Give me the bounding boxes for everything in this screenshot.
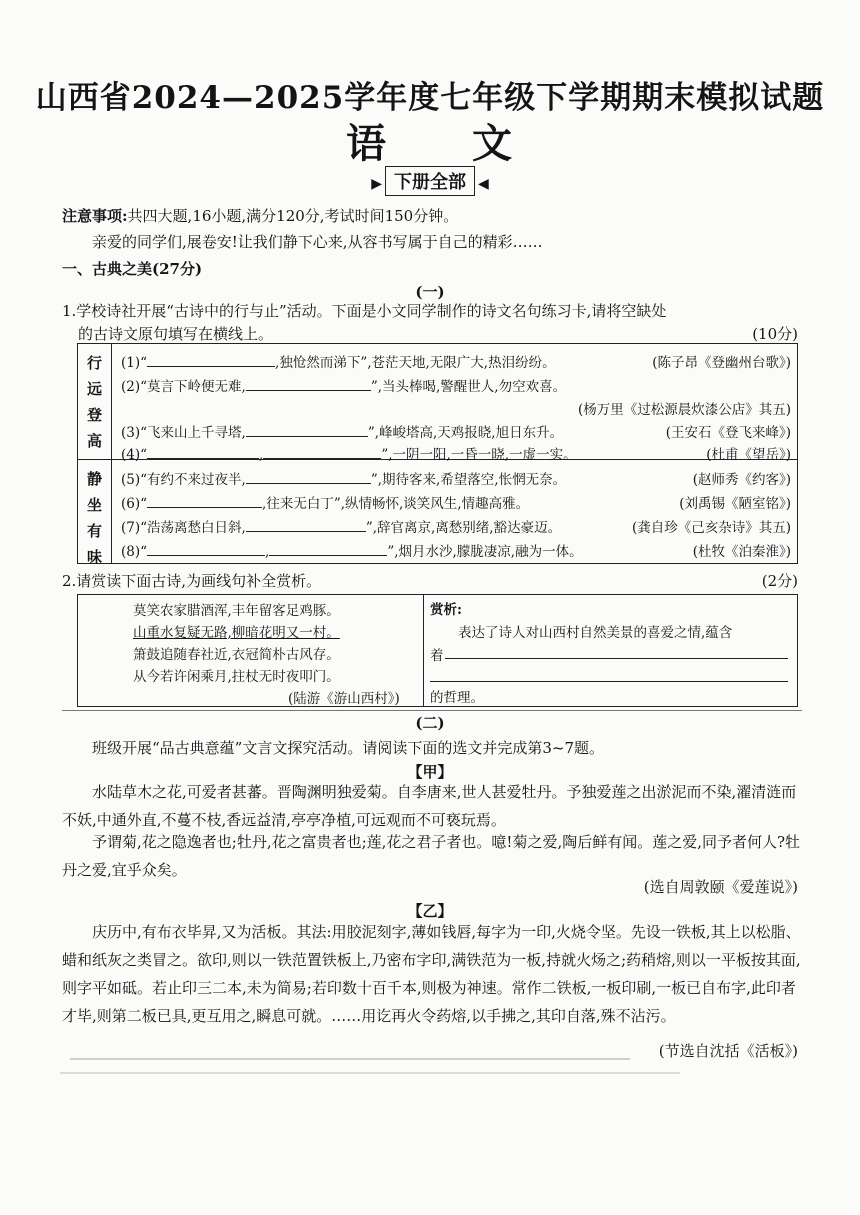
divider xyxy=(62,710,802,711)
row-prefix: (2)“莫言下岭便无难, xyxy=(121,379,246,395)
category-char: 高 xyxy=(86,432,102,450)
q1-text-line1: 1.学校诗社开展“古诗中的行与止”活动。下面是小文同学制作的诗文名句练习卡,请将空缺处 xyxy=(62,302,667,320)
answer-line[interactable] xyxy=(445,658,788,659)
row-prefix: (6)“ xyxy=(121,496,148,512)
row-source: (杜牧《泊秦淮》) xyxy=(692,544,791,560)
answer-blank[interactable] xyxy=(147,353,275,367)
fill-row-2 xyxy=(121,375,791,395)
fill-row-4: (4)“ , ”,一阴一阳,一昏一晓,一虚一实。 (杜甫《望岳》) xyxy=(121,443,791,463)
row-source: (刘禹锡《陋室铭》) xyxy=(679,496,791,512)
poem-line: 箫鼓追随春社近,衣冠简朴古风存。 xyxy=(133,647,340,663)
exam-title: 山西省2024—2025学年度七年级下学期期末模拟试题 xyxy=(35,80,825,116)
divider xyxy=(423,595,424,706)
part1-label: (一) xyxy=(415,283,445,301)
triangle-right-icon: ▶ xyxy=(371,176,382,192)
row-suffix: ”,峰峻塔高,天鸡报晓,旭日东升。 xyxy=(367,425,564,441)
yi-paragraph: 庆历中,有布衣毕昇,又为活板。其法:用胶泥刻字,薄如钱唇,每字为一印,火烧令坚。先设一铁板,其上以松脂、蜡和纸灰之类冒之。欲印,则以一铁范置铁板上,乃密布字印,满铁范为一板,持就火炀之;药稍熔,则以一平板按其面,则字平如砥。若止印三二本,未为简易;若印数十百千本,则极为神速。常作二铁板,一板印刷,一板已自布字,此印者才毕,则第二板已具,更互用之,瞬息可就。……用讫再火令药熔,以手拂之,其印自落,殊不沾污。 xyxy=(62,923,801,1025)
subject-title: 语 文 xyxy=(346,120,514,167)
bleed-through-mark xyxy=(70,1058,630,1060)
yi-label: 【乙】 xyxy=(407,902,453,920)
row-suffix: ”,辞官离京,离愁别绪,豁达豪迈。 xyxy=(365,520,562,536)
category-char: 登 xyxy=(86,406,102,424)
row-source: (陈子昂《登幽州台歌》) xyxy=(652,355,791,371)
row-source: (杨万里《过松源晨炊漆公店》其五) xyxy=(577,402,791,418)
category-char: 坐 xyxy=(86,496,102,514)
q1-practice-card xyxy=(77,343,798,564)
triangle-left-icon: ◀ xyxy=(478,176,489,192)
row-suffix: ”,期待客来,希望落空,怅惘无奈。 xyxy=(370,472,567,488)
category-char: 味 xyxy=(86,548,102,566)
q1-score: (10分) xyxy=(752,325,798,343)
scope-label xyxy=(0,166,860,196)
row-prefix: (1)“ xyxy=(121,355,148,371)
jia-paragraph-2: 予谓菊,花之隐逸者也;牡丹,花之富贵者也;莲,花之君子者也。噫!菊之爱,陶后鲜有闻。莲之爱,同予者何人?牡丹之爱,宜乎众矣。 xyxy=(62,833,801,879)
row-prefix: (4)“ xyxy=(121,447,148,463)
row-prefix: (5)“有约不来过夜半, xyxy=(121,472,246,488)
answer-blank[interactable] xyxy=(263,445,381,459)
fill-row-7 xyxy=(121,516,791,536)
part2-intro: 班级开展“品古典意蕴”文言文探究活动。请阅读下面的选文并完成第3~7题。 xyxy=(92,739,604,757)
category-char: 有 xyxy=(86,522,102,540)
row-suffix: ”,一阴一阳,一昏一晓,一虚一实。 xyxy=(381,447,577,463)
answer-blank[interactable] xyxy=(147,542,265,556)
row-suffix: ”,当头棒喝,警醒世人,勿空欢喜。 xyxy=(370,379,567,395)
row-suffix: ,独怆然而涕下”,苍茫天地,无限广大,热泪纷纷。 xyxy=(275,355,556,371)
row-prefix: (8)“ xyxy=(121,544,148,560)
answer-blank[interactable] xyxy=(269,542,387,556)
notice-text: 共四大题,16小题,满分120分,考试时间150分钟。 xyxy=(127,207,459,225)
answer-blank[interactable] xyxy=(246,518,366,532)
yi-source: (节选自沈括《活板》) xyxy=(658,1042,798,1060)
category-char: 行 xyxy=(86,354,102,372)
q2-score: (2分) xyxy=(761,572,798,590)
appreciation-text: 表达了诗人对山西村自然美景的喜爱之情,蕴含 xyxy=(458,625,733,641)
q1-text-line2: 的古诗文原句填写在横线上。 xyxy=(78,325,274,343)
poem-source: (陆游《游山西村》) xyxy=(288,691,400,707)
fill-row-8: (8)“ , ”,烟月水沙,朦胧凄凉,融为一体。 (杜牧《泊秦淮》) xyxy=(121,540,791,560)
category-char: 静 xyxy=(86,470,102,488)
fill-row-5 xyxy=(121,468,791,488)
answer-blank[interactable] xyxy=(246,423,368,437)
poem-line-underlined: 山重水复疑无路,柳暗花明又一村。 xyxy=(133,625,340,641)
notice-label: 注意事项: xyxy=(62,207,128,225)
row-source: (赵师秀《约客》) xyxy=(692,472,791,488)
part2-label: (二) xyxy=(415,714,445,732)
section1-title: 一、古典之美(27分) xyxy=(62,260,203,278)
jia-label: 【甲】 xyxy=(407,763,453,781)
answer-line[interactable] xyxy=(430,681,788,682)
row-suffix: ,往来无白丁”,纵情畅怀,谈笑风生,情趣高雅。 xyxy=(262,496,530,512)
fill-row-1 xyxy=(121,351,791,371)
answer-blank[interactable] xyxy=(147,445,259,459)
q2-poem-box xyxy=(77,594,798,707)
category-char: 远 xyxy=(86,380,102,398)
jia-paragraph-1: 水陆草木之花,可爱者甚蕃。晋陶渊明独爱菊。自李唐来,世人甚爱牡丹。予独爱莲之出淤泥而不染,濯清涟而不妖,中通外直,不蔓不枝,香远益清,亭亭净植,可远观而不可亵玩焉。 xyxy=(62,783,797,829)
category-still xyxy=(78,466,111,570)
row-prefix: (3)“飞来山上千寻塔, xyxy=(121,425,246,441)
appreciation-cont: 着 xyxy=(430,648,444,664)
notice xyxy=(62,205,458,226)
jia-source: (选自周敦颐《爱莲说》) xyxy=(643,878,798,896)
answer-blank[interactable] xyxy=(246,377,371,391)
row-source: (龚自珍《己亥杂诗》其五) xyxy=(631,520,791,536)
row-source: (王安石《登飞来峰》) xyxy=(665,425,791,441)
answer-blank[interactable] xyxy=(246,470,371,484)
row-source: (杜甫《望岳》) xyxy=(706,447,791,463)
divider xyxy=(111,344,112,563)
fill-row-3 xyxy=(121,421,791,441)
category-travel xyxy=(78,350,111,454)
poem-line: 莫笑农家腊酒浑,丰年留客足鸡豚。 xyxy=(133,603,340,619)
row-suffix: ”,烟月水沙,朦胧凄凉,融为一体。 xyxy=(387,544,583,560)
row-prefix: (7)“浩荡离愁白日斜, xyxy=(121,520,246,536)
q2-text: 2.请赏读下面古诗,为画线句补全赏析。 xyxy=(62,572,322,590)
appreciation-end: 的哲理。 xyxy=(430,690,484,706)
scope-box: 下册全部 xyxy=(385,166,475,196)
answer-blank[interactable] xyxy=(147,494,262,508)
bleed-through-mark xyxy=(60,1072,680,1074)
appreciation-label: 赏析: xyxy=(430,602,462,618)
fill-row-6 xyxy=(121,492,791,512)
greeting: 亲爱的同学们,展卷安!让我们静下心来,从容书写属于自己的精彩…… xyxy=(92,233,543,251)
poem-line: 从今若许闲乘月,拄杖无时夜叩门。 xyxy=(133,669,340,685)
